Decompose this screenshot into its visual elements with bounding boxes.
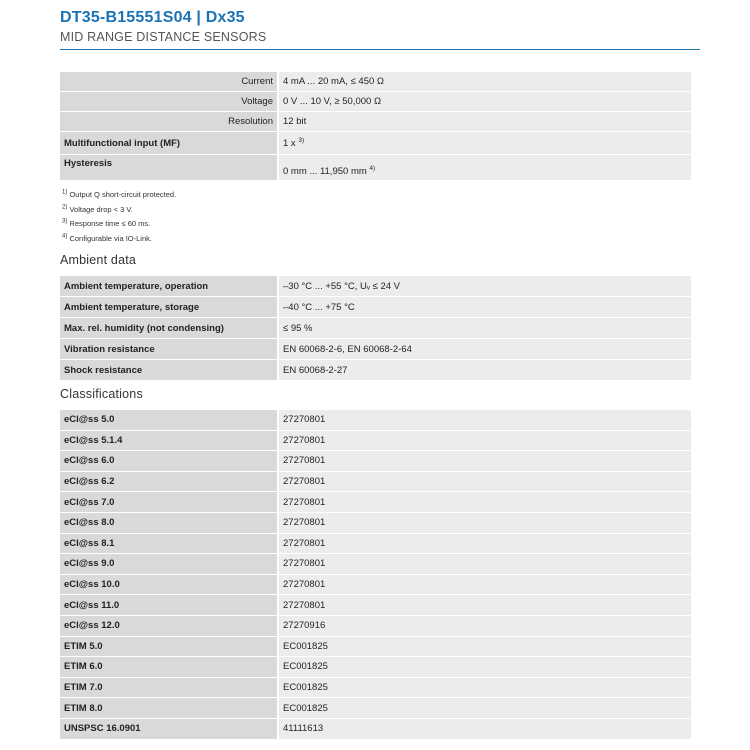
spec-value: EC001825	[279, 637, 691, 658]
spec-label: Voltage	[60, 92, 279, 112]
table-row	[60, 472, 691, 493]
spec-label: eCl@ss 5.0	[60, 410, 279, 431]
spec-label: eCl@ss 6.0	[60, 451, 279, 472]
spec-value: EN 60068-2-6, EN 60068-2-64	[279, 339, 691, 360]
spec-label: eCl@ss 10.0	[60, 575, 279, 596]
spec-value: –40 °C ... +75 °C	[279, 297, 691, 318]
spec-value: 27270801	[279, 410, 691, 431]
spec-label: ETIM 8.0	[60, 698, 279, 719]
spec-value: 27270916	[279, 616, 691, 637]
table-row	[60, 318, 691, 339]
table-row	[60, 360, 691, 381]
section-title-classifications: Classifications	[60, 387, 143, 401]
spec-label: eCl@ss 7.0	[60, 492, 279, 513]
spec-value-text: 0 mm ... 11,950 mm	[283, 166, 367, 177]
spec-value: 27270801	[279, 492, 691, 513]
spec-label: ETIM 7.0	[60, 678, 279, 699]
spec-value: 27270801	[279, 472, 691, 493]
footnote: $^{2)}$ Voltage drop < 3 V.	[62, 204, 133, 214]
spec-value: EC001825	[279, 678, 691, 699]
table-row	[60, 410, 691, 431]
spec-label: eCl@ss 11.0	[60, 595, 279, 616]
spec-label: Current	[60, 72, 279, 92]
table-row	[60, 92, 691, 112]
table-row	[60, 339, 691, 360]
spec-value: EC001825	[279, 657, 691, 678]
table-row	[60, 678, 691, 699]
table-row	[60, 657, 691, 678]
spec-value-text: 1 x	[283, 137, 296, 149]
spec-label: ETIM 5.0	[60, 637, 279, 658]
spec-value: 27270801	[279, 534, 691, 555]
footnote-ref: 3)	[298, 136, 305, 144]
product-subtitle: MID RANGE DISTANCE SENSORS	[60, 30, 267, 44]
table-row	[60, 513, 691, 534]
spec-value: ≤ 95 %	[279, 318, 691, 339]
footnote-ref: 4)	[369, 164, 376, 172]
spec-label: Max. rel. humidity (not condensing)	[60, 318, 279, 339]
footnote: $^{1)}$ Output Q short-circuit protected.	[62, 189, 177, 199]
table-row	[60, 616, 691, 637]
spec-label: Ambient temperature, operation	[60, 276, 279, 297]
spec-label: Shock resistance	[60, 360, 279, 381]
spec-value: 27270801	[279, 595, 691, 616]
table-row	[60, 637, 691, 658]
spec-label: eCl@ss 12.0	[60, 616, 279, 637]
table-row	[60, 719, 691, 740]
ambient-data-table	[60, 276, 691, 381]
table-row	[60, 575, 691, 596]
table-row	[60, 132, 691, 155]
spec-value: EC001825	[279, 698, 691, 719]
table-row	[60, 112, 691, 132]
spec-value: 4 mA ... 20 mA, ≤ 450 Ω	[279, 72, 691, 92]
spec-label: eCl@ss 5.1.4	[60, 431, 279, 452]
spec-value: EN 60068-2-27	[279, 360, 691, 381]
spec-value: 12 bit	[279, 112, 691, 132]
table-row	[60, 276, 691, 297]
table-row	[60, 595, 691, 616]
spec-value: –30 °C ... +55 °C, Uᵥ ≤ 24 V	[279, 276, 691, 297]
table-row	[60, 554, 691, 575]
table-row	[60, 72, 691, 92]
spec-label: eCl@ss 9.0	[60, 554, 279, 575]
spec-label: eCl@ss 8.0	[60, 513, 279, 534]
table-row	[60, 534, 691, 555]
spec-label: eCl@ss 6.2	[60, 472, 279, 493]
spec-value: 41111613	[279, 719, 691, 740]
page-header	[60, 8, 700, 45]
spec-value	[279, 155, 691, 181]
spec-label: Resolution	[60, 112, 279, 132]
spec-label: Multifunctional input (MF)	[60, 132, 279, 155]
table-row	[60, 431, 691, 452]
spec-value: 0 V ... 10 V, ≥ 50,000 Ω	[279, 92, 691, 112]
technical-data-table	[60, 72, 691, 181]
classifications-table	[60, 410, 691, 740]
table-row	[60, 698, 691, 719]
spec-label: Vibration resistance	[60, 339, 279, 360]
spec-value	[279, 132, 691, 155]
footnote: $^{3)}$ Response time ≤ 60 ms.	[62, 218, 151, 228]
footnotes	[62, 188, 176, 246]
spec-value: 27270801	[279, 554, 691, 575]
spec-label: Ambient temperature, storage	[60, 297, 279, 318]
table-row	[60, 297, 691, 318]
spec-value: 27270801	[279, 431, 691, 452]
spec-label: eCl@ss 8.1	[60, 534, 279, 555]
spec-value: 27270801	[279, 575, 691, 596]
footnote: $^{4)}$ Configurable via IO-Link.	[62, 233, 152, 243]
spec-label: Hysteresis	[60, 155, 279, 181]
section-title-ambient: Ambient data	[60, 253, 137, 267]
spec-value: 27270801	[279, 513, 691, 534]
table-row	[60, 492, 691, 513]
table-row	[60, 451, 691, 472]
spec-label: ETIM 6.0	[60, 657, 279, 678]
spec-value: 27270801	[279, 451, 691, 472]
product-title: DT35-B15551S04 | Dx35	[60, 9, 245, 26]
header-divider	[60, 49, 700, 50]
table-row	[60, 155, 691, 181]
spec-label: UNSPSC 16.0901	[60, 719, 279, 740]
